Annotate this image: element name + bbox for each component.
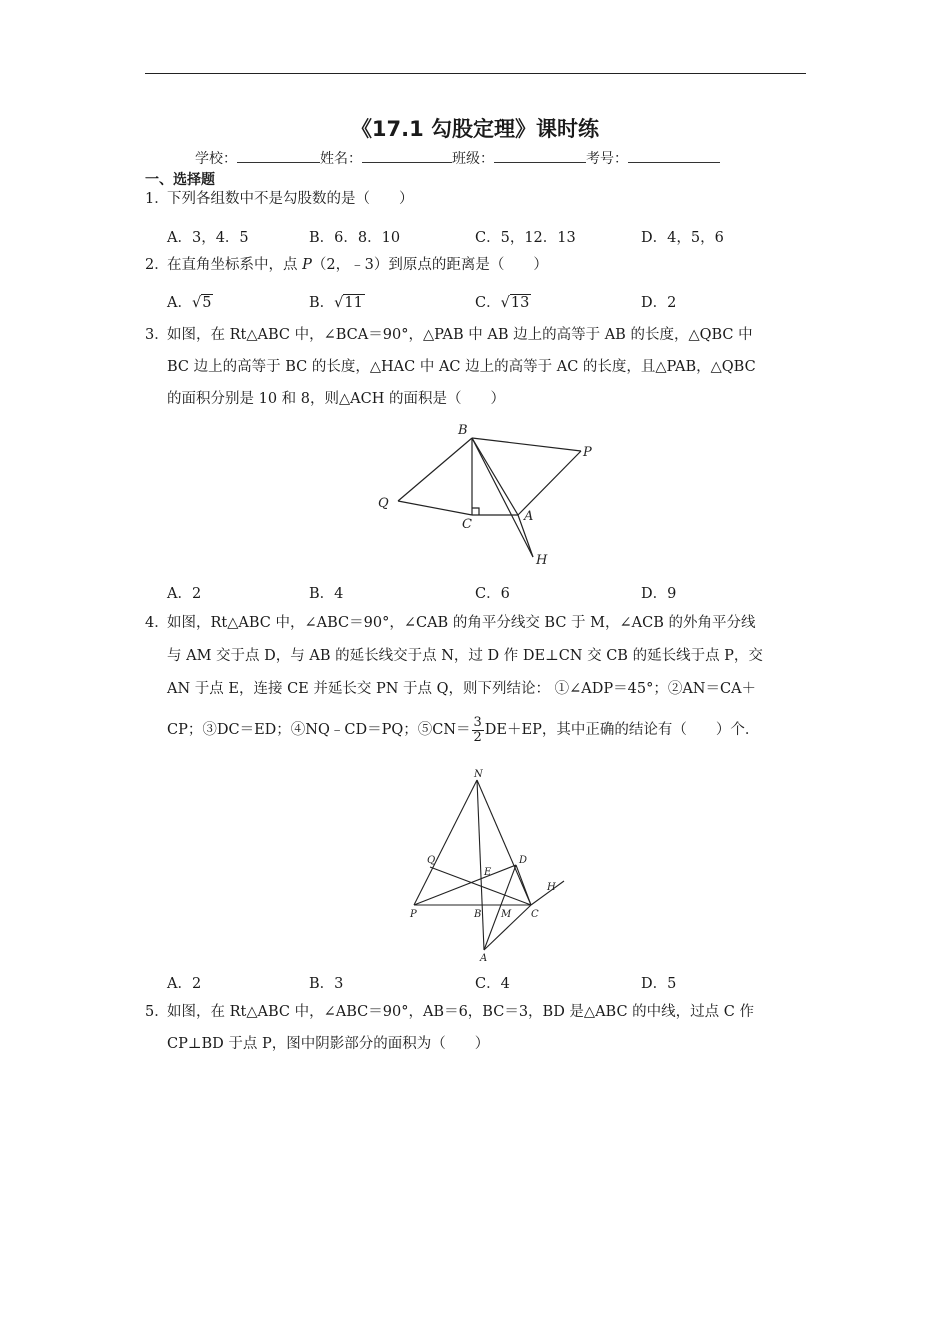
point-p: P	[302, 257, 312, 273]
denominator: 2	[473, 729, 482, 745]
radicand: 11	[344, 295, 363, 311]
question-1-options	[167, 226, 817, 250]
number-label: 考号：	[586, 151, 628, 167]
student-info-line	[195, 148, 720, 168]
question-text-a: 在直角坐标系中，点	[167, 257, 303, 273]
line-bh	[472, 438, 533, 557]
class-label: 班级：	[452, 151, 494, 167]
question-3-line-1	[145, 319, 810, 352]
label-p: P	[410, 909, 417, 920]
question-4-line-4	[167, 714, 812, 747]
label-b: B	[474, 909, 482, 920]
sqrt-symbol: √11	[334, 295, 363, 311]
option-a[interactable]: A．2	[167, 976, 202, 992]
section-heading: 一、选择题	[145, 172, 215, 188]
name-label: 姓名：	[320, 151, 362, 167]
label-e: E	[484, 867, 492, 878]
option-d[interactable]: D．9	[641, 586, 677, 602]
radicand: 13	[510, 295, 530, 311]
question-4-line-1	[145, 607, 810, 640]
class-blank[interactable]	[494, 148, 586, 163]
question-3-line-3: 的面积分别是 10 和 8，则△ACH 的面积是（ ）	[167, 391, 505, 407]
label-m: M	[501, 909, 512, 920]
school-blank[interactable]	[237, 148, 320, 163]
name-blank[interactable]	[362, 148, 452, 163]
option-a[interactable]: A．2	[167, 586, 202, 602]
question-4-line-3: AN 于点 E，连接 CE 并延长交 PN 于点 Q，则下列结论： ①∠ADP＝45°；②AN＝CA＋	[167, 681, 757, 697]
question-number: 2．	[145, 257, 169, 273]
question-number: 3．	[145, 327, 169, 343]
question-number: 4．	[145, 615, 169, 631]
question-number: 1．	[145, 191, 169, 207]
option-label: B．	[309, 295, 335, 311]
line-pd	[414, 865, 516, 905]
label-a: A	[524, 509, 534, 524]
label-n: N	[474, 769, 483, 780]
option-label: C．	[475, 295, 501, 311]
line-dc	[516, 865, 531, 905]
school-label: 学校：	[195, 151, 237, 167]
question-4-options	[167, 972, 817, 996]
option-c[interactable]: C．6	[475, 586, 510, 602]
top-rule	[145, 73, 806, 74]
question-3-line-2: BC 边上的高等于 BC 的长度，△HAC 中 AC 边上的高等于 AC 的长度，且△PAB，△QBC	[167, 359, 756, 375]
line-ba	[472, 438, 518, 515]
question-text: 下列各组数中不是勾股数的是（ ）	[167, 191, 414, 207]
question-text: 如图，在 Rt△ABC 中，∠BCA＝90°，△PAB 中 AB 边上的高等于 AB 的长度，△QBC 中	[167, 327, 753, 343]
option-d[interactable]: D．4，5，6	[641, 230, 724, 246]
option-c[interactable]: C．5，12．13	[475, 230, 576, 246]
label-c: C	[531, 909, 539, 920]
option-d[interactable]: D．2	[641, 295, 677, 311]
option-a[interactable]	[167, 291, 213, 312]
number-blank[interactable]	[628, 148, 720, 163]
label-d: D	[519, 855, 528, 866]
label-q: Q	[378, 496, 389, 511]
fraction-3-2	[472, 716, 484, 745]
numerator: 3	[473, 714, 482, 730]
option-c[interactable]	[475, 291, 531, 312]
line-text-b: DE＋EP，其中正确的结论有（ ）个．	[484, 722, 760, 738]
line-np	[414, 780, 477, 905]
question-text: 如图，Rt△ABC 中，∠ABC＝90°，∠CAB 的角平分线交 BC 于 M，∠ACB 的外角平分线	[167, 615, 756, 631]
option-c[interactable]: C．4	[475, 976, 510, 992]
line-pa	[518, 451, 581, 515]
question-5-line-2: CP⊥BD 于点 P，图中阴影部分的面积为（ ）	[167, 1036, 490, 1052]
option-b[interactable]: B．6．8．10	[309, 230, 401, 246]
sqrt-symbol: √5	[191, 295, 212, 311]
option-b[interactable]	[309, 291, 365, 312]
label-h: H	[547, 882, 556, 893]
question-text-b: （2，﹣3）到原点的距离是（ ）	[311, 257, 548, 273]
label-a: A	[480, 953, 488, 964]
label-h: H	[536, 553, 548, 568]
right-angle-mark	[472, 508, 479, 515]
radicand: 5	[202, 295, 212, 311]
page-title: 《17.1 勾股定理》课时练	[350, 117, 600, 141]
question-2	[145, 249, 810, 282]
figure-q3	[370, 418, 610, 578]
option-b[interactable]: B．4	[309, 586, 344, 602]
question-3-options	[167, 582, 817, 606]
line-nc	[477, 780, 531, 905]
question-5-line-1	[145, 996, 810, 1029]
label-b: B	[458, 423, 468, 438]
question-2-options	[167, 291, 817, 315]
figure-q4	[400, 766, 580, 966]
line-bp	[472, 438, 581, 451]
option-a[interactable]: A．3，4．5	[167, 230, 249, 246]
option-d[interactable]: D．5	[641, 976, 677, 992]
line-qc	[398, 501, 472, 515]
line-na	[477, 780, 484, 950]
label-p: P	[583, 445, 592, 460]
question-number: 5．	[145, 1004, 169, 1020]
label-q: Q	[427, 855, 436, 866]
sqrt-symbol: √13	[500, 295, 530, 311]
line-text-a: CP；③DC＝ED；④NQ﹣CD＝PQ；⑤CN＝	[167, 722, 471, 738]
line-qb	[398, 438, 472, 501]
question-4-line-2: 与 AM 交于点 D，与 AB 的延长线交于点 N，过 D 作 DE⊥CN 交 CB 的延长线于点 P，交	[167, 648, 763, 664]
question-1	[145, 183, 810, 216]
question-text: 如图，在 Rt△ABC 中，∠ABC＝90°，AB＝6，BC＝3，BD 是△ABC 的中线，过点 C 作	[167, 1004, 754, 1020]
label-c: C	[462, 517, 472, 532]
option-b[interactable]: B．3	[309, 976, 344, 992]
option-label: A．	[167, 295, 192, 311]
